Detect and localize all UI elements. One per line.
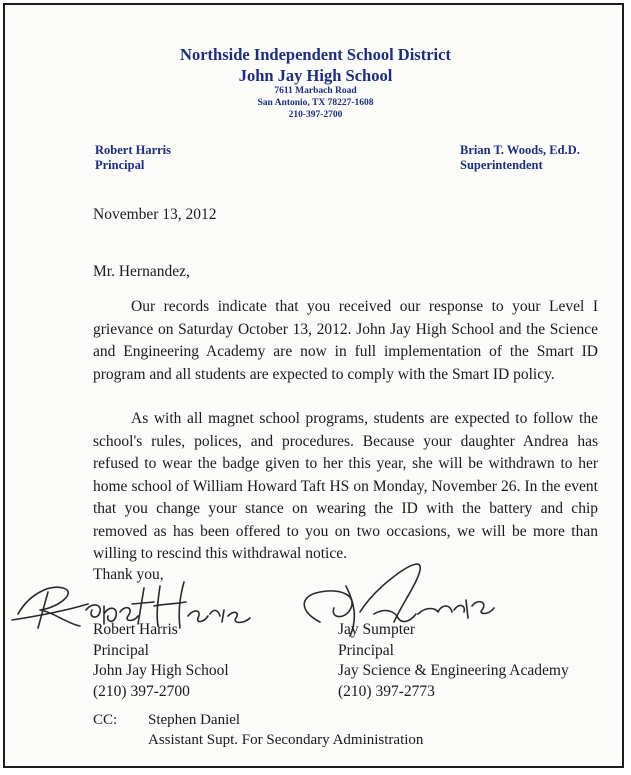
signatory-phone: (210) 397-2700 [93,682,190,700]
school-name: John Jay High School [238,66,393,85]
signatory-name: Robert Harris [93,621,178,638]
signatory-organization: Jay Science & Engineering Academy [338,662,569,679]
paragraph-2: As with all magnet school programs, students are expected to follow the school's rules, polices, and procedures. Because your daughter Andrea has refused to wear the badge given to her this year, she will be withdrawn to her home school of William Howard Taft HS on Monday, November 26. In the event that you change your stance on wearing the ID with the battery and chip removed as has been offered to you on two occasions, we will be more than willing to rescind this withdrawal notice. [93,410,598,562]
closing: Thank you, [93,566,164,583]
address-line-1: 7611 Marbach Road [274,86,357,96]
address-line-2: San Antonio, TX 78227-1608 [257,98,374,108]
principal-title: Principal [95,158,145,172]
superintendent-title: Superintendent [460,158,543,172]
signatory-phone: (210) 397-2773 [338,682,435,700]
superintendent-name: Brian T. Woods, Ed.D. [460,143,580,157]
signatory-title: Principal [93,641,149,659]
cc-name: Stephen Daniel [148,712,241,728]
signatory-harris [93,620,229,702]
salutation: Mr. Hernandez, [93,263,190,280]
cc-label: CC: [93,712,118,728]
paragraph-1: Our records indicate that you received our response to your Level I grievance on Saturday October 13, 2012. John Jay High School and the Science and Engineering Academy are now in full implementation of the Smart ID program and all students are expected to comply with the Smart ID policy. [93,298,598,383]
signatory-title: Principal [338,641,394,659]
district-name: Northside Independent School District [180,45,451,64]
cc-title: Assistant Supt. For Secondary Administration [148,732,424,748]
signatory-organization: John Jay High School [93,662,229,679]
letter-date: November 13, 2012 [93,206,217,223]
signatory-name: Jay Sumpter [338,621,416,638]
signatory-sumpter [338,620,569,702]
school-phone: 210-397-2700 [288,110,343,120]
principal-name: Robert Harris [95,143,172,157]
